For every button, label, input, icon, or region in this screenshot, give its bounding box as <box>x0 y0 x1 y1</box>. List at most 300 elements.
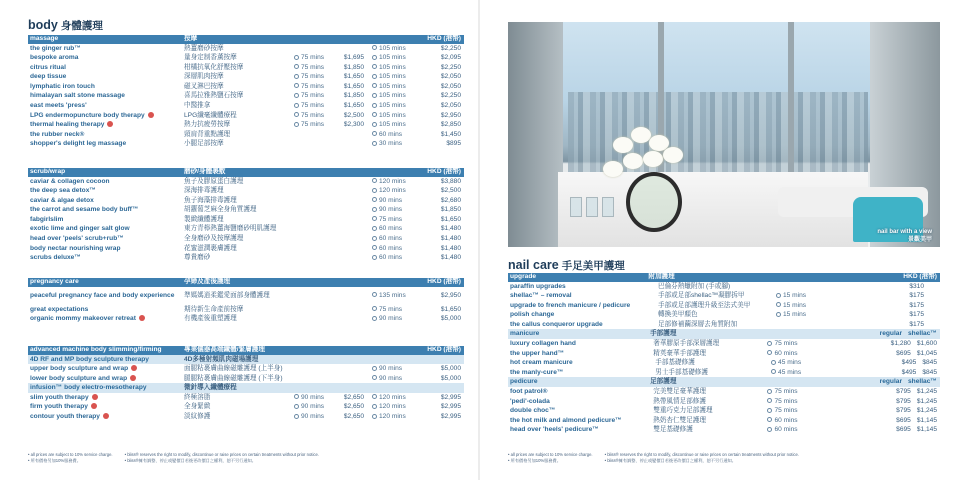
glass <box>570 197 582 217</box>
table-row <box>28 215 464 225</box>
section-title-zh: 磨砂/身體裹敷 <box>184 168 226 175</box>
currency-label: HKD (港幣) <box>427 346 461 353</box>
new-badge-icon <box>103 413 109 419</box>
treatment-name: the hot milk and almond pedicure™ <box>510 416 622 424</box>
table-row <box>508 320 940 330</box>
duration: 30 mins <box>379 140 403 148</box>
price: $1,650 <box>440 215 461 223</box>
price: $2,680 <box>440 196 461 204</box>
price: $1,695 <box>343 54 364 62</box>
nail-care-heading <box>508 256 625 274</box>
duration: 90 mins <box>379 365 403 373</box>
treatment-name-zh: 花蜜滋潤裹膚護理 <box>184 244 237 252</box>
clock-icon <box>776 312 781 317</box>
table-row <box>28 196 464 206</box>
treatment-name-zh: 熱帶風情足部修護 <box>653 397 706 405</box>
price: $2,300 <box>343 121 364 129</box>
table-row <box>28 314 464 324</box>
price: $1,280 <box>890 340 911 348</box>
section-title-zh: 足部護理 <box>650 378 677 386</box>
treatment-name: organic mommy makeover retreat <box>30 315 136 323</box>
treatment-name-zh: 柑橘抗氧化舒壓按摩 <box>184 63 244 71</box>
photo-caption <box>877 228 932 244</box>
clock-icon <box>372 292 377 297</box>
treatment-name: 'pedi'-colada <box>510 397 550 405</box>
duration: 60 mins <box>774 349 798 357</box>
treatment-name: upper body sculpture and wrap <box>30 365 129 373</box>
treatment-name: head over 'peels' scrub+rub™ <box>30 235 124 243</box>
table-row <box>28 234 464 244</box>
table-row <box>28 244 464 254</box>
price-change-note-zh: • bliss®擁有調整、停止或變價目若後更改價目之權利，恕不另行通知。 <box>604 457 736 463</box>
service-charge-note: • all prices are subject to 10% service charge. <box>28 452 113 457</box>
duration: 90 mins <box>301 413 325 421</box>
new-badge-icon <box>92 394 98 400</box>
duration: 60 mins <box>379 244 403 252</box>
price-change-note: • bliss® reserves the right to modify, discontinue or raise prices on certain treatments without prior notice. <box>124 452 319 457</box>
duration: 105 mins <box>379 102 406 110</box>
duration: 60 mins <box>379 130 403 138</box>
duration: 75 mins <box>774 388 798 396</box>
treatment-name: LPG endermopuncture body therapy <box>30 111 145 119</box>
treatment-name-zh: 全身緊緻 <box>184 403 211 411</box>
clock-icon <box>372 103 377 108</box>
window-frame <box>788 22 794 182</box>
clock-icon <box>372 207 377 212</box>
pregnancy-care-table <box>28 278 464 324</box>
duration: 75 mins <box>301 54 325 62</box>
section-title: massage <box>30 35 59 42</box>
photo-caption-zh: 景觀美甲 <box>907 237 932 243</box>
clock-icon <box>372 366 377 371</box>
massage-table <box>28 35 464 149</box>
clock-icon <box>776 293 781 298</box>
duration: 60 mins <box>379 254 403 262</box>
currency-label: HKD (港幣) <box>427 35 461 42</box>
treatment-name-zh: 熱力抗疲勞按摩 <box>184 121 231 129</box>
subsection-header <box>28 383 464 393</box>
price: $1,045 <box>916 349 937 357</box>
wall <box>508 22 563 247</box>
treatment-name-zh: 面腿粘裹膚曲線磁雕護理 (上半身) <box>184 365 283 373</box>
right-page <box>480 0 958 480</box>
duration: 90 mins <box>379 196 403 204</box>
duration: 105 mins <box>379 44 406 52</box>
clock-icon <box>771 369 776 374</box>
treatment-name-zh: 淡紋修護 <box>184 413 211 421</box>
duration: 75 mins <box>301 111 325 119</box>
duration: 75 mins <box>301 102 325 110</box>
treatment-name: shopper's delight leg massage <box>30 140 127 148</box>
duration: 120 mins <box>379 393 406 401</box>
treatment-name: polish change <box>510 311 555 319</box>
price: $1,650 <box>440 305 461 313</box>
left-page <box>0 0 478 480</box>
clock-icon <box>372 55 377 60</box>
table-row <box>508 425 940 435</box>
price: $2,650 <box>343 393 364 401</box>
table-row <box>28 53 464 63</box>
regular-label: regular <box>879 330 903 338</box>
treatment-name-zh: 製緻纖體護理 <box>184 215 224 223</box>
price: $495 <box>901 359 917 367</box>
new-badge-icon <box>148 112 154 118</box>
price: $1,245 <box>916 388 937 396</box>
glass <box>586 197 598 217</box>
table-row <box>28 402 464 412</box>
price: $2,650 <box>343 403 364 411</box>
price: $2,995 <box>440 413 461 421</box>
table-row <box>28 130 464 140</box>
price: $2,500 <box>440 187 461 195</box>
treatment-name-zh: 手部或足部shellac™凝膠拆甲 <box>658 292 745 300</box>
duration: 15 mins <box>783 292 807 300</box>
new-badge-icon <box>131 365 137 371</box>
table-row <box>28 101 464 111</box>
new-badge-icon <box>107 121 113 127</box>
price: $2,950 <box>440 111 461 119</box>
price-change-note: • bliss® reserves the right to modify, discontinue or raise prices on certain treatments without prior notice. <box>604 452 799 457</box>
treatment-name: scrubs deluxe™ <box>30 254 81 262</box>
duration: 135 mins <box>379 291 406 299</box>
treatment-name-zh: 腿腿粘裹膚曲線磁雕護理 (下半身) <box>184 374 283 382</box>
duration: 75 mins <box>774 397 798 405</box>
section-title: advanced machine body slimming/firming <box>30 346 162 353</box>
treatment-name: the callus conqueror upgrade <box>510 320 603 328</box>
treatment-name: the carrot and sesame body buff™ <box>30 206 139 214</box>
treatment-name-zh: LPG纖毫纖體療程 <box>184 111 237 119</box>
subsection-header <box>28 355 464 365</box>
table-row <box>28 305 464 315</box>
shellac-label: shellac™ <box>908 378 937 386</box>
treatment-name: slim youth therapy <box>30 393 89 401</box>
treatment-name: deep tissue <box>30 73 67 81</box>
duration: 90 mins <box>379 315 403 323</box>
price: $795 <box>896 388 911 396</box>
section-title-zh: 手部護理 <box>650 330 677 338</box>
table-row <box>28 111 464 121</box>
clock-icon <box>372 394 377 399</box>
glass <box>602 197 614 217</box>
price: $2,995 <box>440 393 461 401</box>
price: $495 <box>901 368 917 376</box>
treatment-name-zh: 東方青檸熱薑海鹽磨砂明肌護理 <box>184 225 277 233</box>
clock-icon <box>372 255 377 260</box>
treatment-name: double choc™ <box>510 407 556 415</box>
price: $1,480 <box>440 254 461 262</box>
clock-icon <box>372 64 377 69</box>
table-row <box>508 282 940 292</box>
treatment-name-zh: 期待新生命產前按摩 <box>184 305 244 313</box>
table-row <box>28 374 464 384</box>
table-row <box>508 349 940 359</box>
duration: 75 mins <box>301 121 325 129</box>
price: $2,050 <box>440 102 461 110</box>
price: $2,050 <box>440 82 461 90</box>
price: $1,850 <box>343 92 364 100</box>
treatment-name: lower body sculpture and wrap <box>30 374 128 382</box>
section-title: pedicure <box>510 378 538 386</box>
clock-icon <box>294 394 299 399</box>
treatment-name: lymphatic iron touch <box>30 82 95 90</box>
duration: 120 mins <box>379 177 406 185</box>
currency-label: HKD (港幣) <box>427 168 461 175</box>
clock-icon <box>767 427 772 432</box>
price: $175 <box>909 301 924 309</box>
clock-icon <box>294 83 299 88</box>
price: $1,650 <box>343 82 364 90</box>
treatment-name-zh: 雙重巧克力足部護理 <box>653 407 713 415</box>
clock-icon <box>372 45 377 50</box>
treatment-name-zh: 手部或足部護理升級至法式美甲 <box>658 301 751 309</box>
duration: 90 mins <box>379 374 403 382</box>
table-row <box>508 339 940 349</box>
service-charge-note: • all prices are subject to 10% service charge. <box>508 452 593 457</box>
treatment-name-zh: 男士手部基礎修護 <box>655 368 708 376</box>
clock-icon <box>372 245 377 250</box>
clock-icon <box>372 375 377 380</box>
price: $1,650 <box>343 73 364 81</box>
table-row <box>28 224 464 234</box>
section-title-zh: 按摩 <box>184 35 198 42</box>
duration: 75 mins <box>301 92 325 100</box>
price-change-note-zh: • bliss®擁有調整、停止或變價目若後更改價目之權利，恕不另行通知。 <box>124 457 256 463</box>
treatment-name: great expectations <box>30 305 89 313</box>
clock-icon <box>767 389 772 394</box>
duration: 75 mins <box>301 82 325 90</box>
treatment-name: contour youth therapy <box>30 413 100 421</box>
price: $1,245 <box>916 397 937 405</box>
subsection-title: 4D RF and MP body sculpture therapy <box>30 355 149 363</box>
duration: 105 mins <box>379 63 406 71</box>
clock-icon <box>294 112 299 117</box>
table-row <box>508 406 940 416</box>
price: $5,000 <box>440 365 461 373</box>
duration: 75 mins <box>774 340 798 348</box>
price: $1,480 <box>440 225 461 233</box>
table-row <box>508 387 940 397</box>
clock-icon <box>372 178 377 183</box>
duration: 105 mins <box>379 111 406 119</box>
duration: 75 mins <box>301 73 325 81</box>
nail-care-title: nail care <box>508 258 559 272</box>
clock-icon <box>372 316 377 321</box>
price: $1,650 <box>343 102 364 110</box>
treatment-name: himalayan salt stone massage <box>30 92 125 100</box>
duration: 105 mins <box>379 73 406 81</box>
clock-icon <box>767 341 772 346</box>
duration: 15 mins <box>783 311 807 319</box>
treatment-name-zh: 胡蘿蔔芝麻全身角質護理 <box>184 206 257 214</box>
price: $695 <box>896 349 911 357</box>
clock-icon <box>294 74 299 79</box>
price: $1,850 <box>440 206 461 214</box>
price: $2,250 <box>440 92 461 100</box>
table-row <box>28 253 464 263</box>
treatment-name-zh: 魚子海藻排毒護理 <box>184 196 237 204</box>
treatment-name: shellac™ – removal <box>510 292 572 300</box>
treatment-name: firm youth therapy <box>30 403 88 411</box>
table-row <box>28 186 464 196</box>
price: $895 <box>446 140 461 148</box>
treatment-name-zh: 小腿足部按摩 <box>184 140 224 148</box>
treatment-name-zh: 熱薑磨砂按摩 <box>184 44 224 52</box>
price: $1,145 <box>916 426 937 434</box>
price: $1,450 <box>440 130 461 138</box>
clock-icon <box>294 64 299 69</box>
price: $3,880 <box>440 177 461 185</box>
section-title: pregnancy care <box>30 278 79 285</box>
price: $2,500 <box>343 111 364 119</box>
clock-icon <box>294 93 299 98</box>
subsection-title-zh: 4D多極射頻肌肉磁場護理 <box>184 355 259 363</box>
scrub-wrap-table <box>28 168 464 263</box>
price: $2,995 <box>440 403 461 411</box>
price: $2,250 <box>440 63 461 71</box>
price: $845 <box>922 368 938 376</box>
treatment-name-zh: 頸肩背重點護理 <box>184 130 231 138</box>
treatment-name: luxury collagen hand <box>510 340 576 348</box>
currency-label: HKD (港幣) <box>427 278 461 285</box>
table-row <box>508 291 940 301</box>
new-badge-icon <box>91 403 97 409</box>
treatment-name: caviar & algae detox <box>30 196 94 204</box>
price: $845 <box>922 359 938 367</box>
clock-icon <box>372 197 377 202</box>
new-badge-icon <box>130 375 136 381</box>
price: $2,850 <box>440 121 461 129</box>
section-header <box>28 168 464 177</box>
section-title: upgrade <box>510 273 537 280</box>
table-row <box>28 139 464 149</box>
subsection-title: infusion™ body electro-mesotherapy <box>30 384 147 392</box>
table-row <box>508 416 940 426</box>
duration: 15 mins <box>783 301 807 309</box>
price: $695 <box>896 426 911 434</box>
treatment-name-zh: 量身定制香薰按摩 <box>184 54 237 62</box>
clock-icon <box>767 408 772 413</box>
section-header <box>508 273 940 282</box>
price: $175 <box>909 311 924 319</box>
treatment-name-zh: 全身磨砂及按摩護理 <box>184 235 244 243</box>
duration: 75 mins <box>379 215 403 223</box>
clock-icon <box>372 112 377 117</box>
new-badge-icon <box>139 315 145 321</box>
section-header <box>508 329 940 339</box>
price: $310 <box>909 282 924 290</box>
duration: 75 mins <box>379 305 403 313</box>
clock-icon <box>372 122 377 127</box>
price: $5,000 <box>440 315 461 323</box>
price: $1,480 <box>440 244 461 252</box>
table-row <box>28 91 464 101</box>
treatment-name-zh: 雙足基礎修護 <box>653 426 693 434</box>
clock-icon <box>372 306 377 311</box>
clock-icon <box>372 188 377 193</box>
clock-icon <box>372 83 377 88</box>
duration: 60 mins <box>774 426 798 434</box>
duration: 120 mins <box>379 187 406 195</box>
price: $1,850 <box>343 63 364 71</box>
price: $695 <box>896 416 911 424</box>
service-charge-note-zh: • 所有價格另加10%服務費。 <box>508 457 561 463</box>
price: $1,600 <box>916 340 937 348</box>
table-row <box>28 72 464 82</box>
treatment-name-zh: 喜馬拉雅熱鹽石按摩 <box>184 92 244 100</box>
clock-icon <box>372 93 377 98</box>
body-title-zh: 身體護理 <box>60 20 103 32</box>
treatment-name: hot cream manicure <box>510 359 573 367</box>
treatment-name-zh: 深層肌肉按摩 <box>184 73 224 81</box>
treatment-name-zh: 手部基礎修護 <box>655 359 695 367</box>
price: $2,950 <box>440 291 461 299</box>
treatment-name-zh: 精英豪華手部護理 <box>653 349 706 357</box>
orchid-flowers <box>603 117 693 182</box>
regular-label: regular <box>879 378 903 386</box>
treatment-name-zh: 準媽媽逍柔鑑愛面部身體護理 <box>184 291 270 299</box>
table-row <box>508 368 940 378</box>
treatment-name: exotic lime and ginger salt glow <box>30 225 130 233</box>
duration: 60 mins <box>379 235 403 243</box>
price: $5,000 <box>440 374 461 382</box>
table-row <box>28 205 464 215</box>
clock-icon <box>771 360 776 365</box>
price: $175 <box>909 320 924 328</box>
duration: 75 mins <box>774 407 798 415</box>
table-row <box>28 412 464 422</box>
duration: 105 mins <box>379 121 406 129</box>
clock-icon <box>372 74 377 79</box>
body-title: body <box>28 18 58 32</box>
treatment-name: citrus ritual <box>30 63 66 71</box>
price: $1,480 <box>440 235 461 243</box>
nail-bar-photo <box>508 22 940 247</box>
currency-label: HKD (港幣) <box>903 273 937 280</box>
clock-icon <box>372 236 377 241</box>
section-header <box>508 377 940 387</box>
section-header <box>28 35 464 44</box>
treatment-name: east meets 'press' <box>30 102 87 110</box>
clock-icon <box>372 216 377 221</box>
price: $2,050 <box>440 73 461 81</box>
treatment-name: the ginger rub™ <box>30 44 81 52</box>
treatment-name: peaceful pregnancy face and body experience <box>30 291 175 299</box>
treatment-name: bespoke aroma <box>30 54 79 62</box>
duration: 75 mins <box>301 63 325 71</box>
clock-icon <box>776 302 781 307</box>
table-row <box>28 177 464 187</box>
price: $2,095 <box>440 54 461 62</box>
treatment-name: body nectar nourishing wrap <box>30 244 121 252</box>
section-title: manicure <box>510 330 540 338</box>
treatment-name-zh: 完美雙足豪華護理 <box>653 388 706 396</box>
duration: 45 mins <box>778 359 802 367</box>
table-row <box>28 364 464 374</box>
table-row <box>28 82 464 92</box>
clock-icon <box>294 103 299 108</box>
clock-icon <box>372 414 377 419</box>
shellac-label: shellac™ <box>908 330 937 338</box>
duration: 60 mins <box>774 416 798 424</box>
table-row <box>508 310 940 320</box>
treatment-name: foot patrol® <box>510 388 548 396</box>
price: $795 <box>896 407 911 415</box>
price: $795 <box>896 397 911 405</box>
treatment-name: upgrade to french manicure / pedicure <box>510 301 631 309</box>
treatment-name: the manly-cure™ <box>510 368 564 376</box>
right-footnotes <box>508 452 938 463</box>
table-row <box>28 287 464 305</box>
